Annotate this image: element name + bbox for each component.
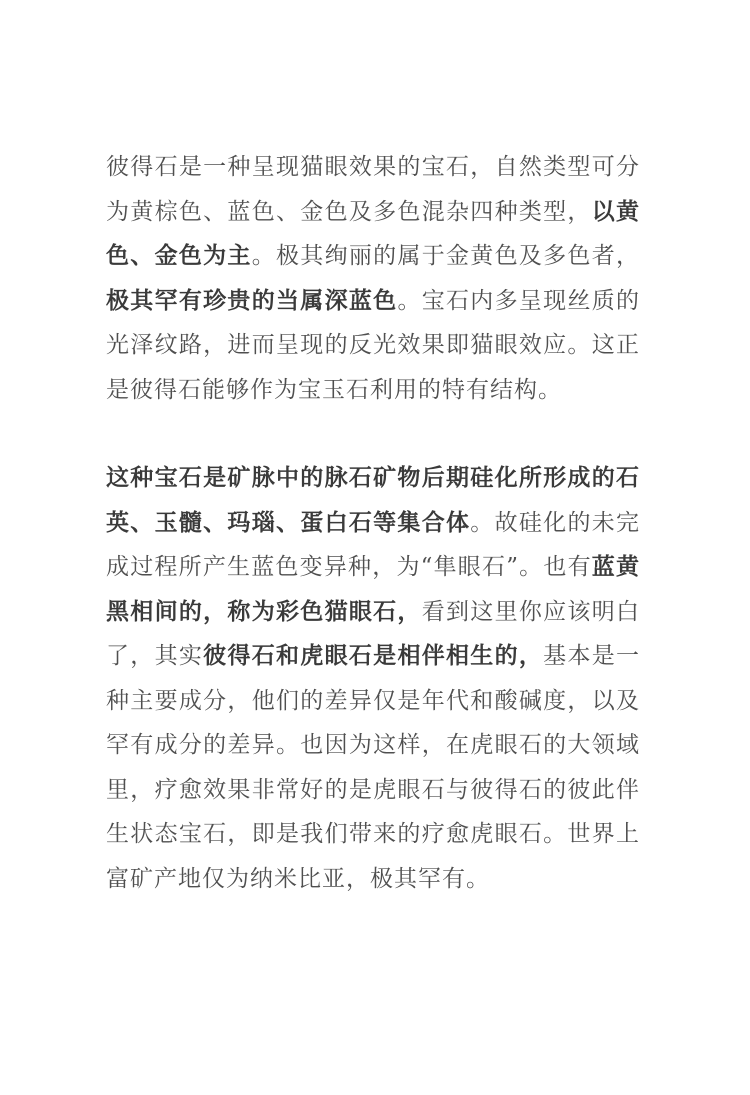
bold-text-segment: 彼得石和虎眼石是相伴相生的，	[203, 642, 544, 669]
bold-text-segment: 以黄色、金色为主	[106, 197, 641, 269]
text-segment: 。极其绚丽的属于金黄色及多色者，	[251, 243, 641, 269]
text-segment: 基本是一种主要成分，他们的差异仅是年代和酸碱度，以及罕有成分的差异。也因为这样，在虎眼石的大领域里，疗愈效果非常好的是虎眼石与彼得石的彼此伴生状态宝石，即是我们带来的疗愈虎眼石。世界上富矿产地仅为纳米比亚，极其罕有。	[106, 643, 641, 892]
bold-text-segment: 这种宝石是矿脉中的脉石矿物后期硅化所形成的石英、玉髓、玛瑙、蛋白石等集合体	[106, 464, 640, 536]
text-segment: 。故硅化的未完成过程所产生蓝色变异种，为“隼眼石”。也有	[106, 509, 641, 580]
bold-text-segment: 极其罕有珍贵的当属深蓝色	[106, 286, 398, 314]
paragraph-peter-stone-description	[106, 145, 640, 412]
text-segment: 。宝石内多呈现丝质的光泽纹路，进而呈现的反光效果即猫眼效应。这正是彼得石能够作为宝玉石利用的特有结构。	[106, 287, 641, 403]
article-body	[106, 145, 640, 901]
text-segment: 看到这里你应该明白了，其实	[106, 598, 641, 669]
bold-text-segment: 蓝黄黑相间的，称为彩色猫眼石，	[106, 553, 640, 625]
text-segment: 彼得石是一种呈现猫眼效果的宝石，自然类型可分为黄棕色、蓝色、金色及多色混杂四种类型，	[106, 154, 640, 225]
paragraph-gem-formation	[106, 456, 640, 901]
